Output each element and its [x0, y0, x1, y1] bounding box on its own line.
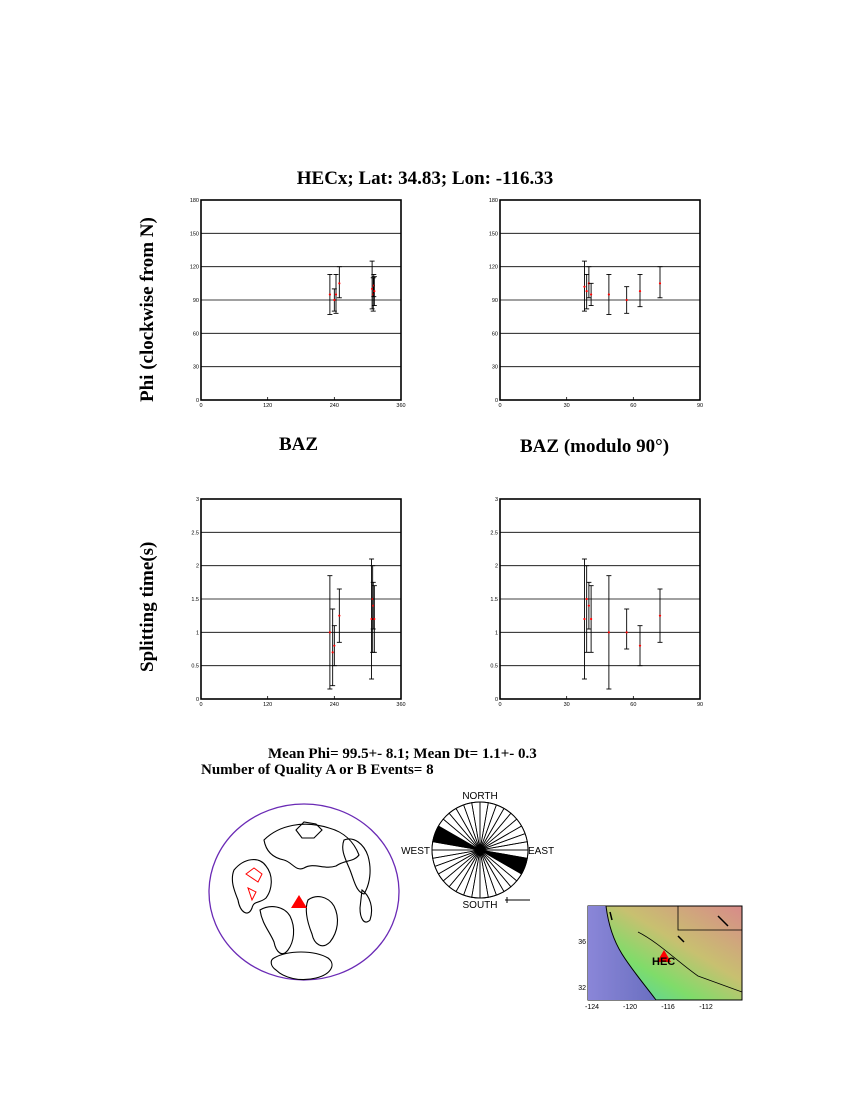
data-point: [626, 631, 628, 633]
y-tick-label: 2.5: [191, 530, 199, 537]
x-tick-label: 120: [263, 403, 273, 409]
inset-map: [578, 902, 750, 1012]
x-tick-label: 240: [329, 403, 339, 409]
inset-lon-tick: -116: [661, 1004, 675, 1011]
data-point: [659, 615, 661, 617]
y-tick-label: 0.5: [191, 663, 199, 670]
y-tick-label: 60: [192, 331, 199, 338]
y-tick-label: 150: [489, 231, 498, 238]
x-tick-label: 360: [396, 702, 406, 708]
y-tick-label: 60: [491, 331, 498, 338]
y-tick-label: 30: [192, 364, 199, 371]
inset-lon-tick: -120: [622, 1004, 638, 1011]
x-tick-label: 240: [329, 702, 339, 708]
data-point: [639, 645, 641, 647]
data-point: [338, 615, 340, 617]
globe-map: [204, 800, 404, 990]
data-point: [586, 598, 588, 600]
inset-lon-tick: -124: [584, 1004, 600, 1011]
error-bar: [337, 267, 342, 298]
data-point: [608, 293, 610, 295]
data-point: [588, 605, 590, 607]
y-tick-label: 1: [494, 630, 498, 637]
y-tick-label: 0: [195, 697, 199, 703]
y-tick-label: 1: [195, 630, 199, 637]
event-markers: [246, 868, 262, 900]
x-tick-label: 30: [563, 403, 570, 409]
chart-phi-baz: [190, 195, 415, 410]
mean-stats: Mean Phi= 99.5+- 8.1; Mean Dt= 1.1+- 0.3: [268, 746, 537, 762]
data-point: [639, 290, 641, 292]
y-tick-label: 2.5: [490, 530, 498, 537]
data-point: [583, 618, 585, 620]
data-point: [338, 282, 340, 284]
y-tick-label: 90: [192, 298, 199, 304]
x-tick-label: 90: [696, 403, 704, 409]
error-bar: [624, 609, 629, 649]
y-tick-label: 1.5: [191, 597, 199, 603]
inset-lon-tick: -112: [699, 1004, 713, 1011]
y-tick-label: 3: [195, 497, 199, 503]
y-tick-label: 150: [190, 231, 199, 238]
y-tick-label: 90: [491, 298, 498, 304]
chart-phi-baz-mod90: [489, 195, 714, 410]
x-tick-label: 0: [498, 403, 502, 409]
data-point: [590, 618, 592, 620]
error-bar: [658, 267, 663, 298]
error-bar: [584, 566, 589, 653]
y-tick-label: 2: [195, 563, 199, 570]
y-tick-label: 120: [190, 264, 199, 271]
baz-axis-label: BAZ: [279, 434, 319, 455]
data-point: [626, 299, 628, 301]
data-point: [586, 290, 588, 292]
y-tick-label: 0.5: [490, 663, 498, 670]
rose-west: WEST: [401, 846, 430, 857]
event-count: Number of Quality A or B Events= 8: [201, 762, 434, 778]
chart-dt-baz: [190, 494, 415, 709]
data-point: [329, 631, 331, 633]
x-tick-label: 90: [696, 702, 704, 708]
dt-axis-label: Splitting time(s): [137, 541, 158, 672]
x-tick-label: 360: [396, 403, 406, 409]
x-tick-label: 60: [630, 702, 637, 708]
y-tick-label: 3: [494, 497, 498, 503]
y-tick-label: 180: [190, 198, 199, 204]
y-tick-label: 2: [494, 563, 498, 570]
x-tick-label: 30: [563, 702, 570, 708]
y-tick-label: 0: [494, 398, 498, 404]
x-tick-label: 0: [199, 403, 203, 409]
station-triangle: [291, 895, 307, 908]
chart-dt-baz-mod90: [489, 494, 714, 709]
data-point: [373, 618, 375, 620]
x-tick-label: 0: [199, 702, 203, 708]
data-point: [590, 293, 592, 295]
y-tick-label: 30: [491, 364, 498, 371]
data-point: [335, 293, 337, 295]
rose-diagram: [395, 788, 565, 913]
inset-lat-tick: 36: [578, 939, 586, 946]
data-point: [332, 651, 334, 653]
data-point: [333, 645, 335, 647]
x-tick-label: 120: [263, 702, 273, 708]
y-tick-label: 0: [494, 697, 498, 703]
baz-mod90-axis-label: BAZ (modulo 90°): [520, 436, 670, 457]
globe-outline: [209, 804, 399, 980]
data-point: [659, 282, 661, 284]
inset-lat-tick: 32: [578, 985, 586, 992]
page-title: HECx; Lat: 34.83; Lon: -116.33: [296, 168, 554, 189]
data-point: [583, 286, 585, 288]
error-bar: [586, 267, 591, 298]
y-tick-label: 120: [489, 264, 498, 271]
y-tick-label: 180: [489, 198, 498, 204]
rose-east: EAST: [528, 846, 555, 857]
data-point: [333, 299, 335, 301]
y-tick-label: 1.5: [490, 597, 498, 603]
data-point: [329, 293, 331, 295]
rose-south: SOUTH: [462, 900, 498, 911]
y-tick-label: 0: [195, 398, 199, 404]
rose-north: NORTH: [462, 791, 498, 802]
data-point: [608, 631, 610, 633]
x-tick-label: 60: [630, 403, 637, 409]
data-point: [373, 290, 375, 292]
phi-axis-label: Phi (clockwise from N): [137, 217, 158, 402]
x-tick-label: 0: [498, 702, 502, 708]
inset-station-label: HEC: [652, 956, 676, 968]
